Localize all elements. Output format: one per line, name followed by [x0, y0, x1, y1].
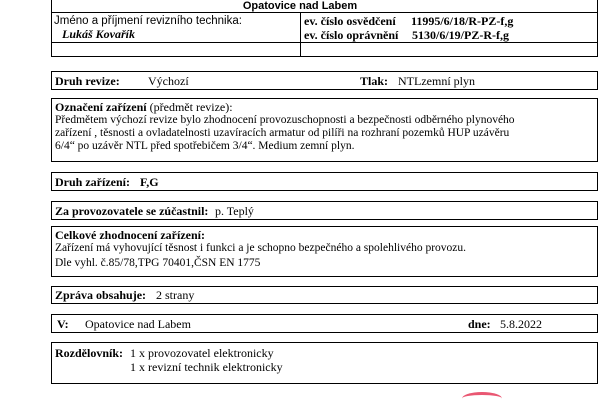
distribution-line-2: 1 x revizní technik elektronicky: [130, 360, 283, 374]
device-designation-label: Označení zařízení: [55, 100, 147, 114]
device-type-label: Druh zařízení:: [55, 175, 130, 189]
header-divider-2: [51, 42, 598, 43]
device-type-value: F,G: [140, 175, 159, 189]
assessment-label: Celkové zhodnocení zařízení:: [55, 228, 205, 242]
cert-label: ev. číslo osvědčení: [304, 14, 396, 28]
device-designation-line-1: Předmětem výchozí revize bylo zhodnocení provozuschopnosti a bezpečnosti odběrného plynového: [55, 114, 515, 126]
operator-value: p. Teplý: [215, 204, 254, 218]
distribution-label: Rozdělovník:: [55, 346, 124, 360]
assessment-line-2: Dle vyhl. č.85/78,TPG 70401,ČSN EN 1775: [55, 257, 261, 269]
date-value: 5.8.2022: [500, 317, 542, 331]
cert-value: 11995/6/18/R-PZ-f,g: [411, 14, 514, 28]
revision-type-label: Druh revize:: [55, 74, 120, 88]
revision-type-value: Výchozí: [148, 74, 189, 88]
distribution-line-1: 1 x provozovatel elektronicky: [130, 346, 274, 360]
technician-name: Lukáš Kovařík: [62, 27, 136, 41]
device-designation-heading: [55, 101, 233, 114]
pressure-value: NTLzemní plyn: [398, 74, 475, 88]
header-column-divider: [300, 12, 301, 57]
report-value: 2 strany: [156, 288, 195, 302]
assessment-line-1: Zařízení má vyhovující těsnost i funkci a je schopno bezpečného a spolehlivého provozu.: [55, 242, 467, 254]
operator-label: Za provozovatele se zúčastnil:: [55, 204, 209, 218]
date-label: dne:: [468, 317, 491, 331]
auth-value: 5130/6/19/PZ-R-f,g: [412, 28, 509, 42]
stamp-fragment: [462, 392, 502, 405]
device-designation-line-3: 6/4“ po uzávěr NTL před spotřebičem 3/4“. Medium zemní plyn.: [55, 140, 355, 152]
report-label: Zpráva obsahuje:: [55, 288, 147, 302]
place-label: V:: [57, 317, 69, 331]
pressure-label: Tlak:: [360, 74, 389, 88]
auth-label: ev. číslo oprávnění: [304, 28, 399, 42]
device-designation-line-2: zařízení , těsnosti a ovladatelnosti uzavíracích armatur od pilíři na rozhraní pozemků HUP uzávěru: [55, 127, 510, 139]
technician-label: Jméno a příjmení revizního technika:: [54, 15, 242, 27]
device-type-row: [51, 172, 598, 191]
device-designation-label-suffix: (předmět revize):: [146, 100, 233, 114]
place-value: Opatovice nad Labem: [85, 317, 191, 331]
location-title: Opatovice nad Labem: [242, 0, 358, 12]
revision-row: [51, 71, 598, 90]
